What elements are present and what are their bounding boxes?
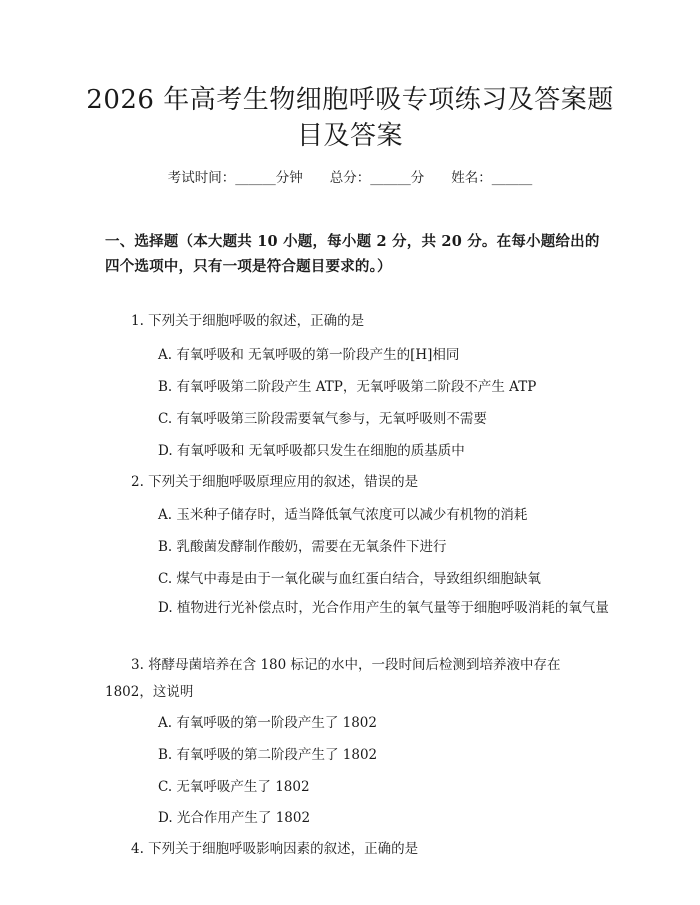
question-3-option-d: D. 光合作用产生了 1802 — [158, 810, 311, 826]
question-1-option-c: C. 有氧呼吸第三阶段需要氧气参与，无氧呼吸则不需要 — [158, 411, 487, 427]
question-2-option-a: A. 玉米种子储存时，适当降低氧气浓度可以减少有机物的消耗 — [158, 507, 528, 523]
question-3-option-b: B. 有氧呼吸的第二阶段产生了 1802 — [158, 747, 378, 763]
exam-info-line: 考试时间：______分钟 总分：______分 姓名：______ — [167, 170, 533, 186]
question-3-stem: 3. 将酵母菌培养在含 180 标记的水中，一段时间后检测到培养液中存在 1802，这说明 — [105, 657, 561, 700]
question-1-option-b: B. 有氧呼吸第二阶段产生 ATP，无氧呼吸第二阶段不产生 ATP — [158, 379, 537, 395]
question-3-option-a: A. 有氧呼吸的第一阶段产生了 1802 — [158, 715, 377, 731]
question-2-option-c: C. 煤气中毒是由于一氧化碳与血红蛋白结合，导致组织细胞缺氧 — [158, 571, 541, 587]
question-3-option-c: C. 无氧呼吸产生了 1802 — [158, 779, 310, 795]
section-heading: 一、选择题（本大题共 10 小题，每小题 2 分，共 20 分。在每小题给出的四个选项中，只有一项是符合题目要求的。） — [105, 233, 600, 275]
question-2-option-b: B. 乳酸菌发酵制作酸奶，需要在无氧条件下进行 — [158, 539, 447, 555]
question-1-option-d: D. 有氧呼吸和 无氧呼吸都只发生在细胞的质基质中 — [158, 443, 465, 459]
document-title-line-2: 目及答案 — [296, 121, 403, 151]
question-4-stem: 4. 下列关于细胞呼吸影响因素的叙述，正确的是 — [131, 841, 419, 857]
document-title-line-1: 2026 年高考生物细胞呼吸专项练习及答案题 — [86, 85, 614, 115]
question-1-stem: 1. 下列关于细胞呼吸的叙述，正确的是 — [131, 313, 365, 329]
question-2-option-d: D. 植物进行光补偿点时，光合作用产生的氧气量等于细胞呼吸消耗的氧气量 — [158, 600, 609, 616]
question-1-option-a: A. 有氧呼吸和 无氧呼吸的第一阶段产生的[H]相同 — [158, 347, 460, 363]
question-2-stem: 2. 下列关于细胞呼吸原理应用的叙述，错误的是 — [131, 474, 419, 490]
